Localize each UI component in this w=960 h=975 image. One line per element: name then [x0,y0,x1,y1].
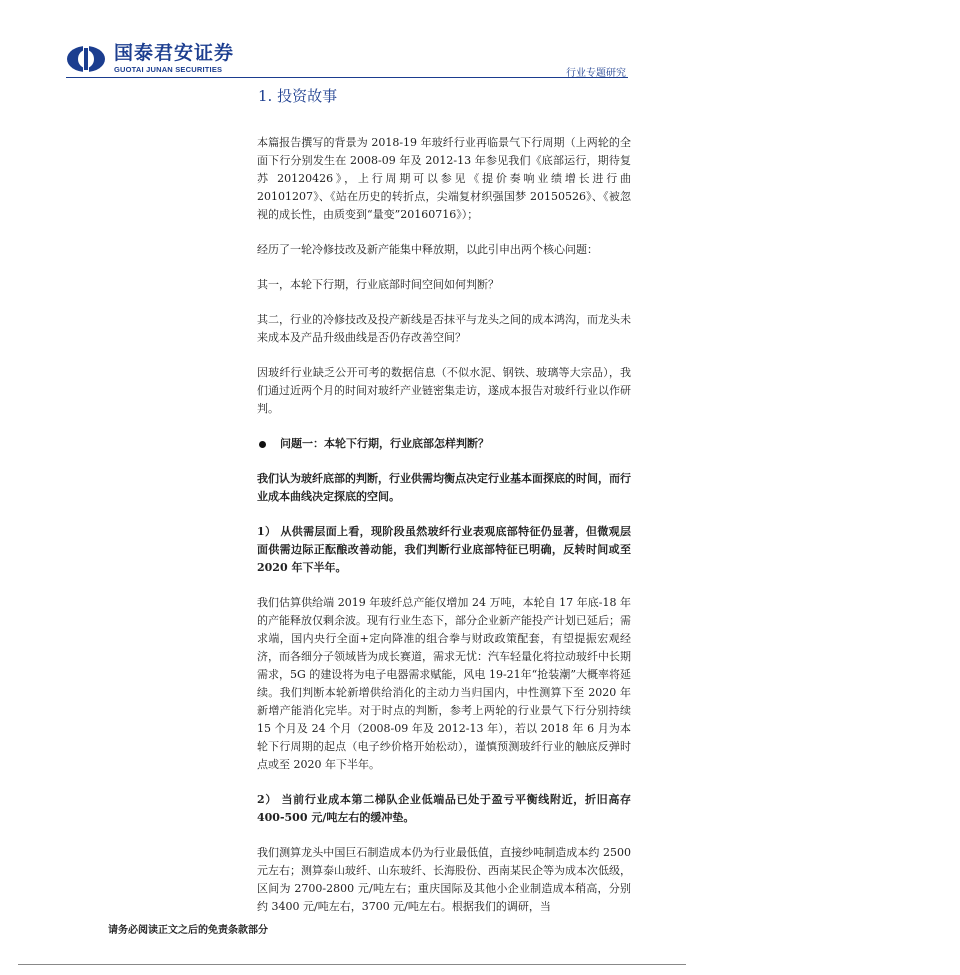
paragraph-supply-demand: 我们估算供给端 2019 年玻纤总产能仅增加 24 万吨，本轮自 17 年底-18 年的产能释放仅剩余波。现有行业生态下，部分企业新产能投产计划已延后；需求端，国内央行全面+定向降准的组合拳与财政政策配套，有望提振宏观经济，而各细分子领域皆为成长赛道，需求无忧：汽车轻量化将拉动玻纤中长期需求，5G 的建设将为电子电器需求赋能，风电 19-21年“抢装潮”大概率将延续。我们判断本轮新增供给消化的主动力当归国内，中性测算下至 2020 年新增产能消化完毕。对于时点的判断，参考上两轮的行业景气下行分别持续 15 个月及 24 个月（2008-09 年及 2012-13 年），若以 2018 年 6 月为本轮下行周期的起点（电子纱价格开始松动），谨慎预测玻纤行业的触底反弹时点或至 2020 年下半年。 [257,596,631,771]
footer-divider [18,964,686,965]
header-divider [66,77,628,78]
paragraph-cost-estimate: 我们测算龙头中国巨石制造成本仍为行业最低值，直接纱吨制造成本约 2500 元左右；测算泰山玻纤、山东玻纤、长海股份、西南某民企等为成本次低级，区间为 2700-2800 元/吨左右；重庆国际及其他小企业制造成本稍高，分别约 3400 元/吨左右，3700 元/吨左右。根据我们的调研，当 [257,846,631,913]
bullet-text: 问题一：本轮下行期，行业底部怎样判断？ [280,437,489,450]
brand-logo [66,44,234,74]
report-body [257,86,631,933]
section-title: 1. 投资故事 [258,87,338,105]
brand-logo-icon [66,44,106,74]
footer-disclaimer: 请务必阅读正文之后的免责条款部分 [108,925,268,936]
paragraph-point-2: 2） 当前行业成本第二梯队企业低端品已处于盈亏平衡线附近，折旧高存 400-500 元/吨左右的缓冲垫。 [257,793,631,824]
paragraph-research-method: 因玻纤行业缺乏公开可考的数据信息（不似水泥、钢铁、玻璃等大宗品），我们通过近两个月的时间对玻纤产业链密集走访，遂成本报告对玻纤行业以作研判。 [257,366,631,415]
paragraph-question-one: 其一，本轮下行期，行业底部时间空间如何判断？ [257,278,499,291]
brand-name-en: GUOTAI JUNAN SECURITIES [114,65,223,75]
bullet-item [257,435,631,453]
brand-name-cn: 国泰君安证券 [114,42,235,65]
paragraph-point-1: 1） 从供需层面上看，现阶段虽然玻纤行业表观底部特征仍显著，但微观层面供需边际正酝酿改善动能，我们判断行业底部特征已明确，反转时间或至 2020 年下半年。 [257,525,631,574]
paragraph-thesis: 我们认为玻纤底部的判断，行业供需均衡点决定行业基本面探底的时间，而行业成本曲线决定探底的空间。 [257,472,631,503]
report-type-label: 行业专题研究 [566,68,626,79]
paragraph-core-questions: 经历了一轮冷修技改及新产能集中释放期，以此引申出两个核心问题： [257,243,598,256]
paragraph-background: 本篇报告撰写的背景为 2018-19 年玻纤行业再临景气下行周期（上两轮的全面下行分别发生在 2008-09 年及 2012-13 年参见我们《底部运行，期待复苏 20120426》，上行周期可以参见《提价奏响业绩增长进行曲20101207》、《站在历史的转折点，尖端复材织强国梦 20150526》、《被忽视的成长性，由质变到“量变”20160716》）； [257,136,631,221]
bullet-dot-icon [259,441,266,448]
page-header [0,0,960,80]
paragraph-question-two: 其二，行业的冷修技改及投产新线是否抹平与龙头之间的成本鸿沟，而龙头未来成本及产品升级曲线是否仍存改善空间？ [257,313,631,344]
